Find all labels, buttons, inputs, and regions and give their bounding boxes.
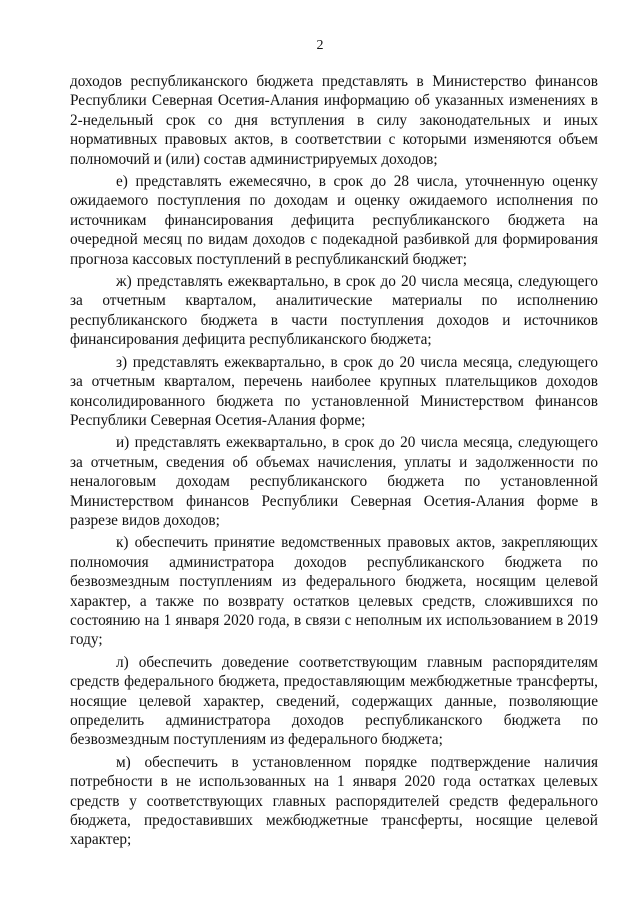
document-body <box>70 72 598 850</box>
paragraph-e: е) представлять ежемесячно, в срок до 28 числа, уточненную оценку ожидаемого поступления по доходам и оценку ожидаемого исполнения по источникам финансирования дефицита республиканского бюджета на очередной месяц по видам доходов с подекадной разбивкой для формирования прогноза кассовых поступлений в республиканский бюджет; <box>70 173 598 268</box>
paragraph-m: м) обеспечить в установленном порядке подтверждение наличия потребности в не использованных на 1 января 2020 года остатках целевых средств у соответствующих главных распорядителей средств федерального бюджета, предоставивших межбюджетные трансферты, носящие целевой характер; <box>70 753 598 849</box>
paragraph-k: к) обеспечить принятие ведомственных правовых актов, закрепляющих полномочия администратора доходов республиканского бюджета по безвозмездным поступлениям из федерального бюджета, носящим целевой характер, а также по возврату остатков целевых средств, сложившихся по состоянию на 1 января 2020 года, в связи с неполным их использованием в 2019 году; <box>70 534 598 649</box>
paragraph-continued: доходов республиканского бюджета представлять в Министерство финансов Республики Северная Осетия-Алания информацию об указанных изменениях в 2-недельный срок со дня вступления в силу законодательных и иных нормативных правовых актов, в соответствии с которыми изменяются объем полномочий и (или) состав администрируемых доходов; <box>70 73 598 168</box>
paragraph-i: и) представлять ежеквартально, в срок до 20 числа месяца, следующего за отчетным, сведения об объемах начисления, уплаты и задолженности по неналоговым доходам республиканского бюджета по установленной Министерством финансов Республики Северная Осетия-Алания форме в разрезе видов доходов; <box>70 434 598 529</box>
page-number: 2 <box>316 38 324 53</box>
paragraph-z: з) представлять ежеквартально, в срок до 20 числа месяца, следующего за отчетным кварталом, перечень наиболее крупных плательщиков доходов консолидированного бюджета по установленной Министерством финансов Республики Северная Осетия-Алания форме; <box>70 353 598 429</box>
paragraph-l: л) обеспечить доведение соответствующим главным распорядителям средств федерального бюджета, предоставляющим межбюджетные трансферты, носящие целевой характер, сведений, содержащих данные, позволяющие определить администратора доходов республиканского бюджета по безвозмездным поступлениям из федерального бюджета; <box>70 653 598 749</box>
paragraph-zh: ж) представлять ежеквартально, в срок до 20 числа месяца, следующего за отчетным кварталом, аналитические материалы по исполнению республиканского бюджета в части поступления доходов и источников финансирования дефицита республиканского бюджета; <box>70 273 598 349</box>
